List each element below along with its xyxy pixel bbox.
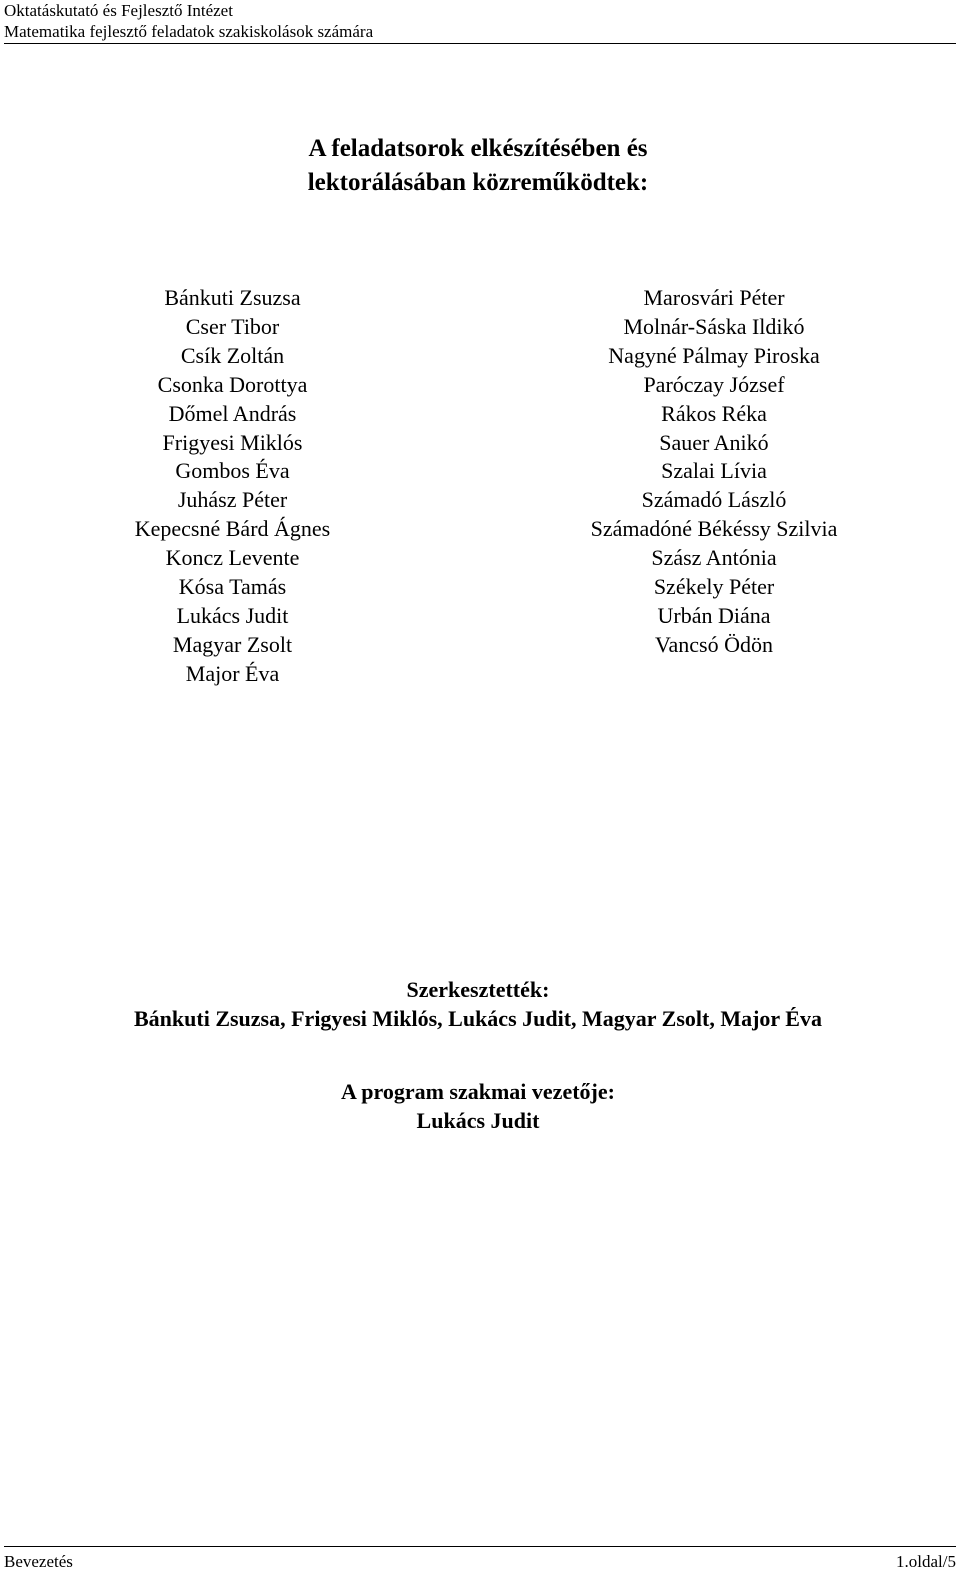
title-line-1: A feladatsorok elkészítésében és (308, 135, 648, 162)
contributor-name: Molnár-Sáska Ildikó (623, 313, 805, 339)
contributor-name: Szalai Lívia (661, 458, 767, 484)
program-leader-section (0, 1077, 956, 1135)
header-institute: Oktatáskutató és Fejlesztő Intézet (4, 1, 233, 20)
page-footer (4, 1546, 956, 1575)
contributor-name: Vancsó Ödön (655, 631, 773, 657)
contributors-left-column (90, 284, 375, 689)
contributor-name: Koncz Levente (165, 545, 300, 571)
contributor-name: Kepecsné Bárd Ágnes (134, 516, 331, 542)
contributor-name: Csonka Dorottya (157, 371, 308, 397)
program-leader-name: Lukács Judit (416, 1108, 540, 1133)
contributor-name: Csík Zoltán (180, 342, 285, 368)
contributor-name: Nagyné Pálmay Piroska (608, 342, 820, 368)
editors-names: Bánkuti Zsuzsa, Frigyesi Miklós, Lukács Judit, Magyar Zsolt, Major Éva (134, 1006, 822, 1031)
page-title (0, 132, 956, 200)
header-subtitle: Matematika fejlesztő feladatok szakiskolások számára (4, 22, 374, 41)
contributor-name: Sauer Anikó (659, 429, 769, 455)
title-line-2: lektorálásában közreműködtek: (307, 169, 649, 196)
contributors-right-column (556, 284, 872, 660)
contributor-name: Székely Péter (653, 574, 775, 600)
contributor-name: Frigyesi Miklós (162, 429, 303, 455)
contributor-name: Urbán Diána (657, 602, 771, 628)
contributor-name: Juhász Péter (177, 487, 288, 513)
contributor-name: Szász Antónia (651, 545, 777, 571)
contributor-name: Major Éva (185, 660, 280, 686)
contributor-name: Marosvári Péter (643, 285, 785, 310)
contributor-name: Gombos Éva (175, 458, 290, 484)
contributor-name: Magyar Zsolt (172, 631, 293, 657)
editors-label: Szerkesztették: (406, 977, 550, 1002)
contributor-name: Számadóné Békéssy Szilvia (590, 516, 838, 542)
contributor-name: Kósa Tamás (178, 574, 287, 600)
contributor-name: Bánkuti Zsuzsa (164, 285, 301, 310)
page-header (4, 0, 956, 44)
contributor-name: Dőmel András (168, 400, 297, 426)
contributor-name: Cser Tibor (185, 313, 280, 339)
contributor-name: Paróczay József (643, 371, 785, 397)
footer-page-number: 1.oldal/5 (896, 1552, 956, 1571)
program-leader-label: A program szakmai vezetője: (341, 1079, 615, 1104)
footer-section: Bevezetés (4, 1552, 73, 1571)
editors-section (0, 975, 956, 1033)
contributor-name: Lukács Judit (176, 602, 289, 628)
contributor-name: Rákos Réka (661, 400, 767, 426)
contributor-name: Számadó László (641, 487, 787, 513)
